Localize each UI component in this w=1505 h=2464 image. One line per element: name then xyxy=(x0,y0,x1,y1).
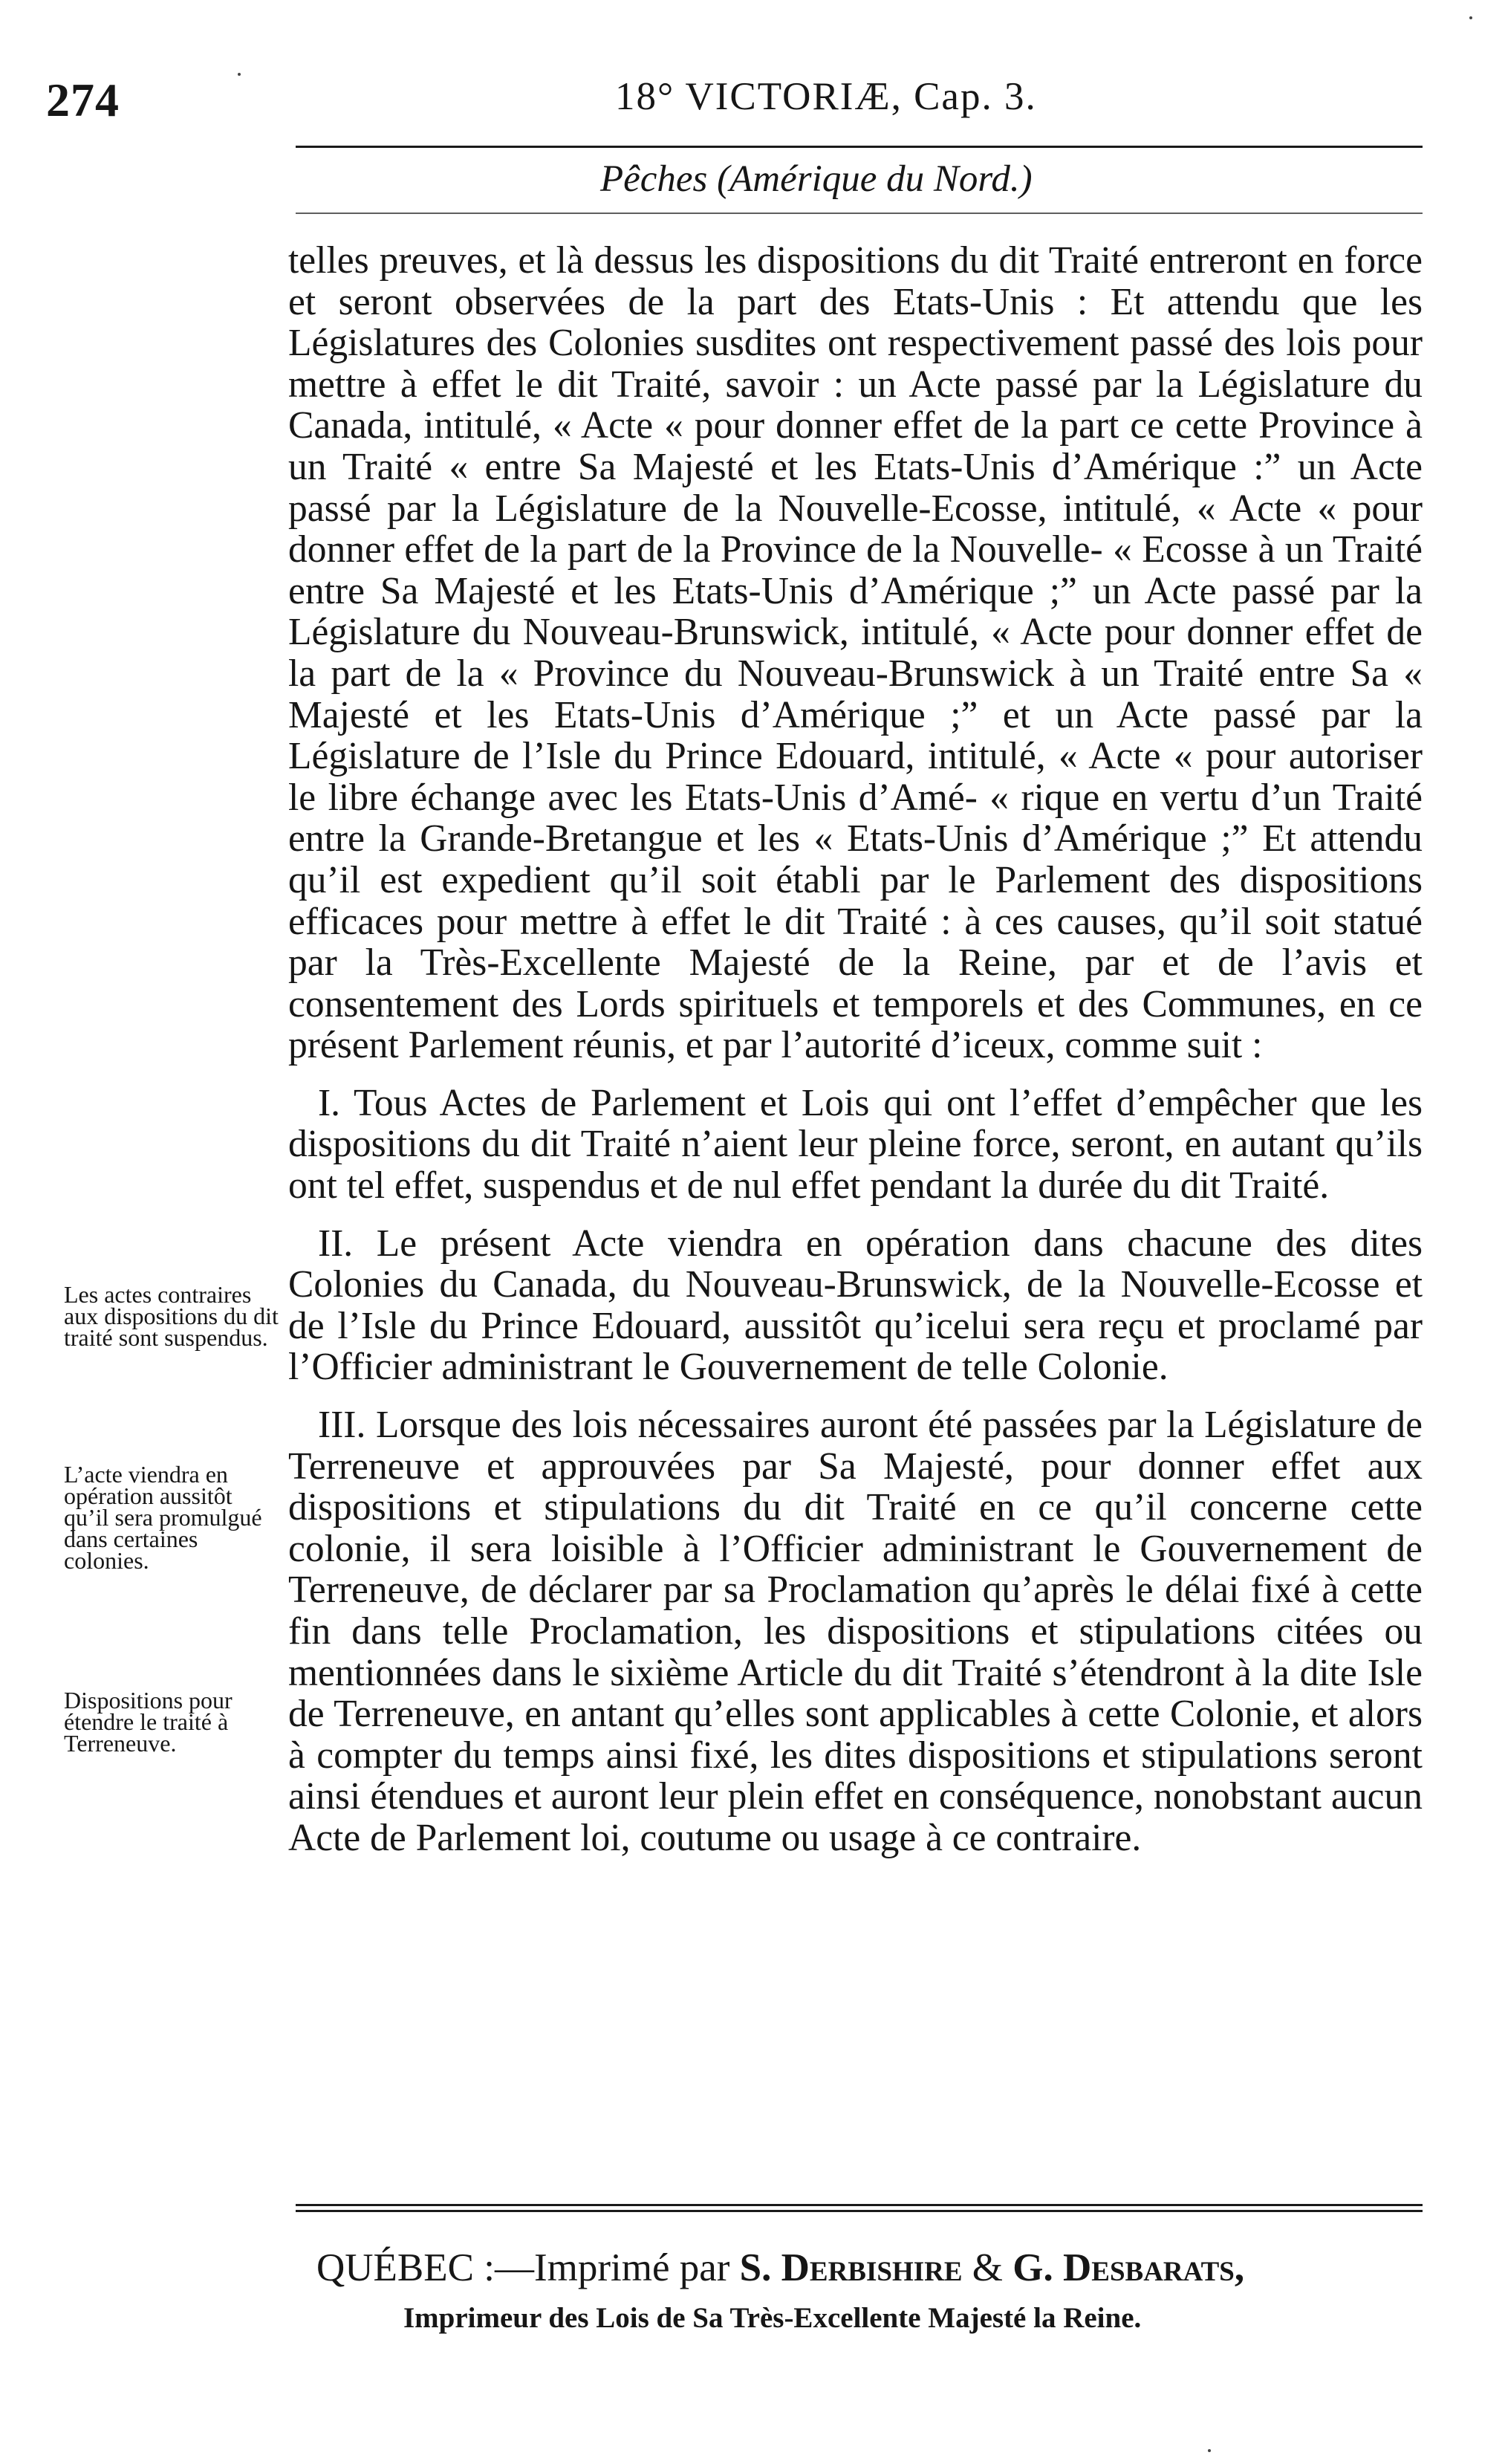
paper-speck xyxy=(238,73,241,76)
footer-rule-bottom xyxy=(296,2210,1423,2212)
page-number: 274 xyxy=(46,74,120,126)
imprint-printer-2: G. Desbarats, xyxy=(1012,2246,1245,2289)
running-title: 18° VICTORIÆ, Cap. 3. xyxy=(615,75,1037,118)
margin-note-section-3: Dispositions pour étendre le traité à Terreneuve. xyxy=(64,1687,233,1757)
paper-speck xyxy=(1208,2449,1211,2452)
imprint-printer-1: S. Derbishire xyxy=(739,2246,963,2289)
main-text xyxy=(288,240,1423,1859)
margin-note-section-1: Les actes contraires aux dispositions du dit traité sont suspendus. xyxy=(64,1281,279,1351)
subject-rule xyxy=(296,213,1423,214)
subject-title: Pêches (Amérique du Nord.) xyxy=(600,158,1033,200)
header-rule xyxy=(296,146,1423,148)
section-3: III. Lorsque des lois nécessaires auront été passées par la Législature de Terreneuve et approuvées par Sa Majesté, pour donner effet aux dispositions et stipulations du dit Traité en ce qu’il concerne cette colonie, il sera loisible à l’Officier administrant le Gouvernement de Terreneuve, de déclarer par sa Proclamation qu’après le délai fixé à cette fin dans telle Proclamation, les dispositions et stipulations citées ou mentionnées dans le sixième Article du dit Traité s’étendront à la dite Isle de Terreneuve, en antant qu’elles sont applicables à cette Colonie, et alors à compter du temps ainsi fixé, les dites dispositions et stipulations seront ainsi étendues et auront leur plein effet en conséquence, nonobstant aucun Acte de Parlement loi, coutume ou usage à ce contraire. xyxy=(288,1404,1423,1859)
paper-speck xyxy=(1469,16,1472,19)
imprint-line-1 xyxy=(316,2246,1244,2290)
footer-rule-top xyxy=(296,2204,1423,2206)
preamble-paragraph: telles preuves, et là dessus les dispositions du dit Traité entreront en force et seront observées de la part des Etats-Unis : Et attendu que les Législatures des Colonies susdites ont respectivement passé des lois pour mettre à effet le dit Traité, savoir : un Acte passé par la Législature du Canada, intitulé, « Acte « pour donner effet de la part ce cette Province à un Traité « entre Sa Majesté et les Etats-Unis d’Amérique :” un Acte passé par la Législature de la Nouvelle-Ecosse, intitulé, « Acte « pour donner effet de la part de la Province de la Nouvelle- « Ecosse à un Traité entre Sa Majesté et les Etats-Unis d’Amérique ;” un Acte passé par la Législature du Nouveau-Brunswick, intitulé, « Acte pour donner effet de la part de la « Province du Nouveau-Brunswick à un Traité entre Sa « Majesté et les Etats-Unis d’Amérique ;” et un Acte passé par la Législature de l’Isle du Prince Edouard, intitulé, « Acte « pour autoriser le libre échange avec les Etats-Unis d’Amé- « rique en vertu d’un Traité entre la Grande-Bretangue et les « Etats-Unis d’Amérique ;” Et attendu qu’il est expedient qu’il soit établi par le Parlement des dispositions efficaces pour mettre à effet le dit Traité : à ces causes, qu’il soit statué par la Très-Excellente Majesté de la Reine, par et de l’avis et consentement des Lords spirituels et temporels et des Communes, en ce présent Parlement réunis, et par l’autorité d’iceux, comme suit : xyxy=(288,239,1423,1067)
imprint-place: QUÉBEC :—Imprimé par xyxy=(316,2246,730,2289)
imprint-ampersand: & xyxy=(972,2246,1004,2289)
imprint-line-2: Imprimeur des Lois de Sa Très-Excellente Majesté la Reine. xyxy=(403,2302,1142,2334)
section-2: II. Le présent Acte viendra en opération dans chacune des dites Colonies du Canada, du Nouveau-Brunswick, de la Nouvelle-Ecosse et de l’Isle du Prince Edouard, aussitôt qu’icelui sera reçu et proclamé par l’Officier administrant le Gouvernement de telle Colonie. xyxy=(288,1222,1423,1389)
section-1: I. Tous Actes de Parlement et Lois qui ont l’effet d’empêcher que les dispositions du dit Traité n’aient leur pleine force, seront, en autant qu’ils ont tel effet, suspendus et de nul effet pendant la durée du dit Traité. xyxy=(288,1081,1423,1207)
margin-note-section-2: L’acte viendra en opération aussitôt qu’il sera promulgué dans certaines colonies. xyxy=(64,1461,262,1574)
